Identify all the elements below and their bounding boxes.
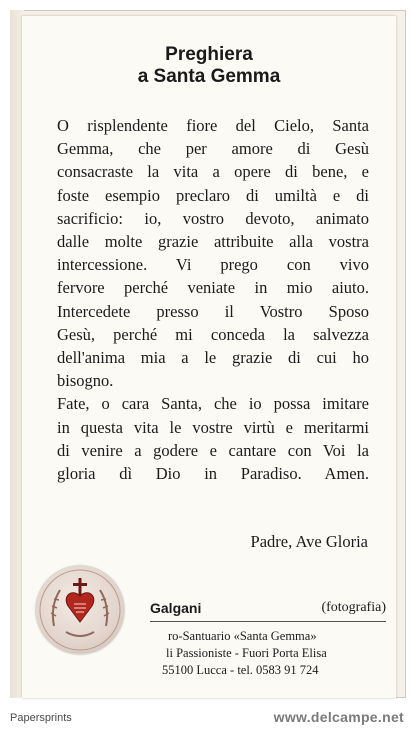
address-line-1: ro-Santuario «Santa Gemma» [168, 629, 317, 643]
prayer-line: Intercedete presso il Vostro Sposo [57, 301, 369, 321]
prayer-line: fervore perché veniate in mio aiuto. [57, 278, 369, 298]
prayer-line: dell'anima mia a le grazie di cui ho [57, 348, 369, 368]
prayer-line: Fate, o cara Santa, che io possa imitare [57, 394, 369, 414]
prayer-text [57, 114, 369, 485]
prayer-line: Gemma, che per amore di Gesù [57, 139, 369, 159]
passionist-seal-icon [36, 566, 124, 654]
photo-credit [150, 600, 386, 618]
prayer-line: sacrificio: io, vostro devoto, animato [57, 208, 369, 228]
credit-divider [150, 621, 386, 622]
title-line-1: Preghiera [165, 44, 253, 65]
closing-prayers: Padre, Ave Gloria [250, 532, 368, 551]
prayer-line: dalle molte grazie attribuite alla vostra [57, 232, 369, 252]
watermark-delcampe: www.delcampe.net [273, 709, 404, 725]
prayer-line: consacraste la vita a opere di bene, e [57, 162, 369, 182]
card-title [22, 44, 396, 88]
prayer-line: di venire a godere e cantare con Voi la [57, 440, 369, 460]
prayer-line: Gesù, perché mi conceda la salvezza [57, 324, 369, 344]
prayer-line: intercessione. Vi prego con vivo [57, 255, 369, 275]
sanctuary-address [138, 628, 388, 679]
prayer-line: O risplendente fiore del Cielo, Santa [57, 116, 369, 135]
prayer-line: gloria dì Dio in Paradiso. Amen. [57, 464, 369, 484]
prayer-line: in questa vita le vostre virtù e meritarmi [57, 417, 369, 437]
prayer-line: bisogno. [57, 371, 114, 391]
address-line-3: 55100 Lucca - tel. 0583 91 724 [162, 663, 319, 677]
prayer-line: foste esempio preclaro di umiltà e di [57, 185, 369, 205]
watermark-papersprints: Papersprints [10, 712, 72, 724]
photo-name: Galgani [150, 600, 202, 616]
address-line-2: li Passioniste - Fuori Porta Elisa [166, 646, 327, 660]
photo-credit-label: (fotografia) [321, 600, 386, 615]
title-line-2: a Santa Gemma [137, 66, 281, 87]
